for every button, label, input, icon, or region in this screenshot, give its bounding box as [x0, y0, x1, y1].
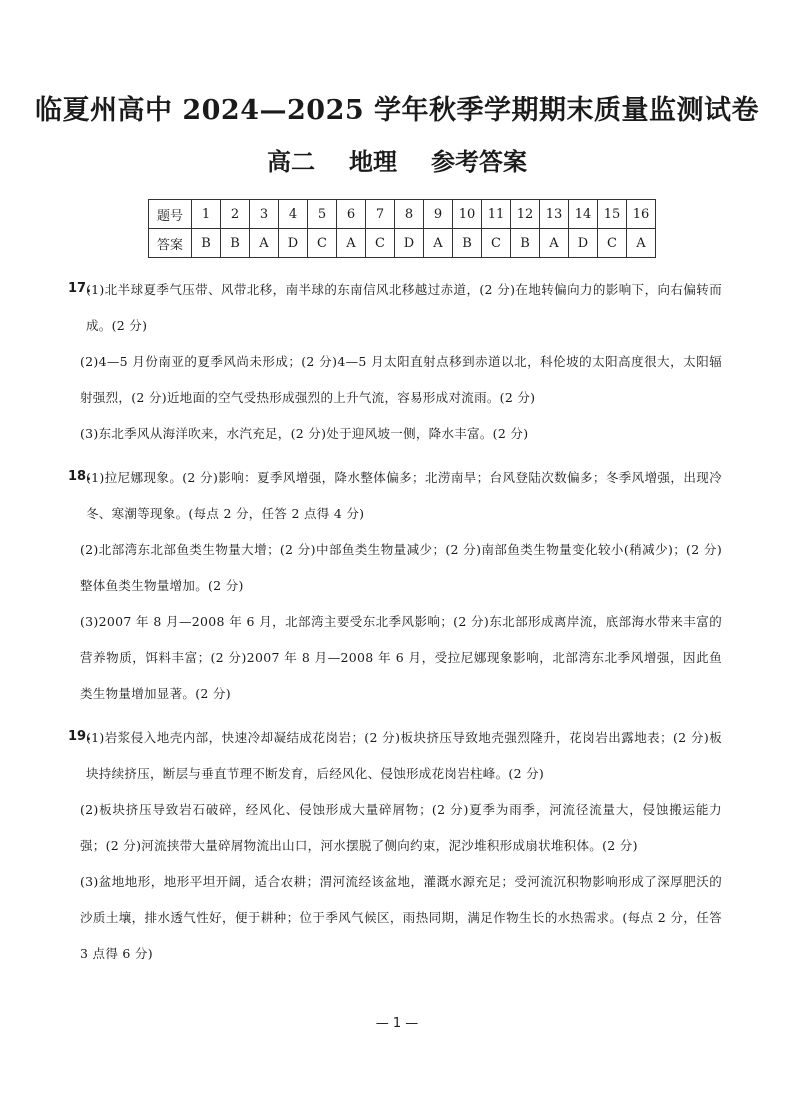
answer-paragraph: (3)2007 年 8 月—2008 年 6 月，北部湾主要受东北季风影响；(2 分)东北部形成离岸流，底部海水带来丰富的营养物质，饵料丰富；(2 分)2007 年 8 月—2008 年 6 月，受拉尼娜现象影响，北部湾东北季风增强，因此鱼类生物量增加显著。(2 分): [80, 614, 722, 701]
question-number-cell: 2: [221, 200, 250, 229]
answer-cell: D: [395, 229, 424, 258]
question-number-cell: 7: [366, 200, 395, 229]
row-label-number: 题号: [149, 200, 192, 229]
answer-cell: A: [627, 229, 656, 258]
answer-paragraph: (1)拉尼娜现象。(2 分)影响：夏季风增强，降水整体偏多；北涝南旱；台风登陆次数偏多；冬季风增强，出现冷冬、寒潮等现象。(每点 2 分，任答 2 点得 4 分): [86, 470, 722, 521]
question-number-cell: 8: [395, 200, 424, 229]
answer-cell: A: [424, 229, 453, 258]
answer-paragraph: (3)盆地地形，地形平坦开阔，适合农耕；渭河流经该盆地，灌溉水源充足；受河流沉积物影响形成了深厚肥沃的沙质土壤，排水透气性好，便于耕种；位于季风气候区，雨热同期，满足作物生长的水热需求。(每点 2 分，任答 3 点得 6 分): [80, 874, 722, 961]
question-number-cell: 9: [424, 200, 453, 229]
answer-cell: A: [337, 229, 366, 258]
page-subtitle: [0, 142, 794, 177]
answer-cell: B: [511, 229, 540, 258]
question-number-cell: 13: [540, 200, 569, 229]
question-number-cell: 16: [627, 200, 656, 229]
answer-paragraph: (1)北半球夏季气压带、风带北移，南半球的东南信风北移越过赤道，(2 分)在地转偏向力的影响下，向右偏转而成。(2 分): [86, 282, 722, 333]
answer-cell: A: [250, 229, 279, 258]
question-number-cell: 4: [279, 200, 308, 229]
answer-cell: B: [192, 229, 221, 258]
question-number-cell: 6: [337, 200, 366, 229]
answer-cell: C: [308, 229, 337, 258]
answer-cell: B: [221, 229, 250, 258]
question-number-row: [149, 200, 656, 229]
question-number-cell: 1: [192, 200, 221, 229]
answer-cell: D: [279, 229, 308, 258]
question-number: 17.: [68, 281, 92, 296]
answer-paragraph: (3)东北季风从海洋吹来，水汽充足，(2 分)处于迎风坡一侧，降水丰富。(2 分): [80, 426, 529, 441]
answer-table: [148, 199, 656, 258]
answer-row: [149, 229, 656, 258]
answer-cell: C: [482, 229, 511, 258]
question-number-cell: 11: [482, 200, 511, 229]
answer-cell: C: [366, 229, 395, 258]
question-block: [68, 720, 722, 972]
question-number-cell: 5: [308, 200, 337, 229]
answer-content: [68, 272, 722, 972]
page-title: 临夏州高中 2024—2025 学年秋季学期期末质量监测试卷: [34, 95, 760, 126]
answer-cell: B: [453, 229, 482, 258]
question-number-cell: 3: [250, 200, 279, 229]
subtitle-subject: 地理: [349, 147, 397, 176]
answer-paragraph: (1)岩浆侵入地壳内部，快速冷却凝结成花岗岩；(2 分)板块挤压导致地壳强烈隆升，花岗岩出露地表；(2 分)板块持续挤压，断层与垂直节理不断发育，后经风化、侵蚀形成花岗岩柱峰。(2 分): [86, 730, 722, 781]
subtitle-answer-key: 参考答案: [431, 147, 527, 176]
question-block: [68, 460, 722, 712]
page-number: — 1 —: [375, 1016, 419, 1031]
question-number: 18.: [68, 469, 92, 484]
answer-cell: C: [598, 229, 627, 258]
answer-paragraph: (2)板块挤压导致岩石破碎，经风化、侵蚀形成大量碎屑物；(2 分)夏季为雨季，河流径流量大，侵蚀搬运能力强；(2 分)河流挟带大量碎屑物流出山口，河水摆脱了侧向约束，泥沙堆积形成扇状堆积体。(2 分): [80, 802, 722, 853]
question-number: 19.: [68, 729, 92, 744]
subtitle-grade: 高二: [267, 147, 315, 176]
answer-paragraph: (2)北部湾东北部鱼类生物量大增；(2 分)中部鱼类生物量减少；(2 分)南部鱼类生物量变化较小(稍减少)；(2 分)整体鱼类生物量增加。(2 分): [80, 542, 722, 593]
question-number-cell: 15: [598, 200, 627, 229]
question-number-cell: 10: [453, 200, 482, 229]
row-label-answer: 答案: [149, 229, 192, 258]
answer-cell: A: [540, 229, 569, 258]
answer-paragraph: (2)4—5 月份南亚的夏季风尚未形成；(2 分)4—5 月太阳直射点移到赤道以北，科伦坡的太阳高度很大，太阳辐射强烈，(2 分)近地面的空气受热形成强烈的上升气流，容易形成对流雨。(2 分): [80, 354, 722, 405]
answer-cell: D: [569, 229, 598, 258]
question-block: [68, 272, 722, 452]
question-number-cell: 14: [569, 200, 598, 229]
question-number-cell: 12: [511, 200, 540, 229]
